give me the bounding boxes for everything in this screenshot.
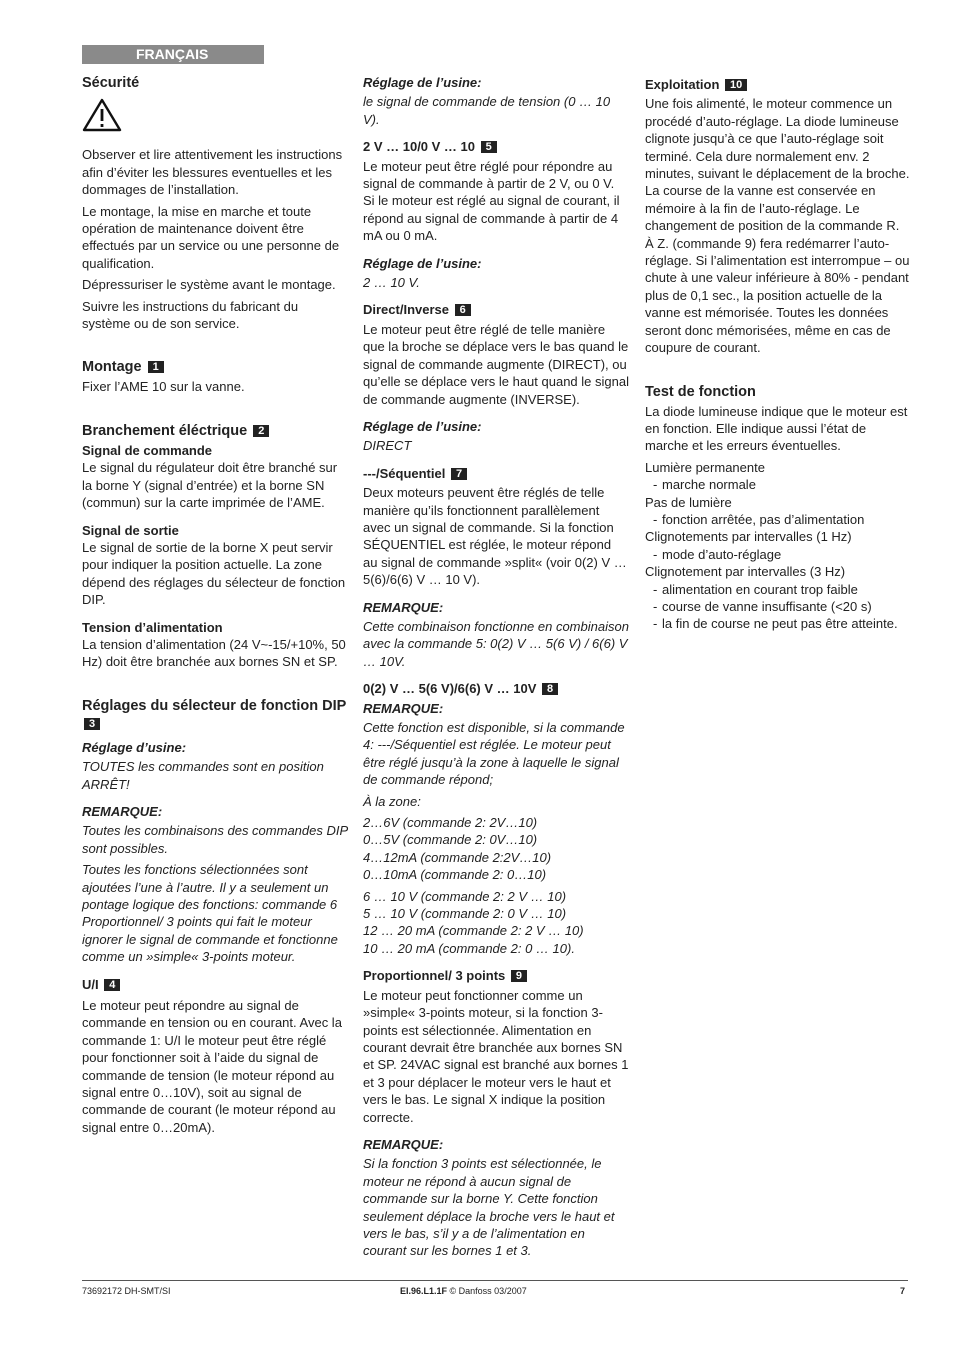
heading-text: Exploitation bbox=[645, 77, 720, 92]
figure-number-badge: 2 bbox=[253, 425, 269, 437]
paragraph: Deux moteurs peuvent être réglés de telle manière qu’ils fonctionnent parallèlement avec un signal de commande. Si la fonction SÉQUENTIEL est réglée, le moteur répond au signal de commande »split« (voir 0(2) V … 5(6)/6(6) V … 10 V). bbox=[363, 485, 627, 588]
paragraph: Le montage, la mise en marche et toute opération de maintenance doivent être effectués par un service ou une personne de qualification. bbox=[82, 203, 340, 271]
section-title-test: Test de fonction bbox=[645, 383, 756, 400]
label-remarque: REMARQUE: bbox=[363, 700, 444, 716]
warning-icon bbox=[82, 98, 348, 136]
label-remarque: REMARQUE: bbox=[363, 1136, 444, 1152]
list-item: - la fin de course ne peut pas être atteinte. bbox=[645, 615, 911, 632]
label-reglage-usine: Réglage de l’usine: bbox=[363, 255, 482, 271]
list-item: 12 … 20 mA (commande 2: 2 V … 10) bbox=[363, 923, 584, 939]
paragraph: TOUTES les commandes sont en position ARRÊT! bbox=[82, 759, 324, 792]
list-item: 0…10mA (commande 2: 0…10) bbox=[363, 867, 547, 883]
paragraph: Toutes les fonctions sélectionnées sont ajoutées l’une à l’autre. Il y a seulement un pontage logique des fonctions: commande 6 Proportionnel/ 3 points qui fait le moteur ignorer le signal de commande et fonctionne comme un »simple« 3-points moteur. bbox=[82, 862, 338, 965]
figure-number-badge: 5 bbox=[481, 141, 497, 153]
section-title-8 bbox=[363, 680, 629, 697]
list-item: - fonction arrêtée, pas d’alimentation bbox=[645, 511, 911, 528]
section-title-5 bbox=[363, 138, 629, 155]
heading-text: Montage bbox=[82, 359, 142, 376]
figure-number-badge: 7 bbox=[451, 468, 467, 480]
list-item: - alimentation en courant trop faible bbox=[645, 581, 911, 598]
list-item: 6 … 10 V (commande 2: 2 V … 10) bbox=[363, 888, 567, 904]
figure-number-badge: 10 bbox=[725, 79, 747, 91]
figure-number-badge: 9 bbox=[511, 970, 527, 982]
heading-text: ---/Séquentiel bbox=[363, 465, 446, 481]
section-title-branchement bbox=[82, 422, 348, 440]
section-title-ui bbox=[82, 976, 348, 993]
paragraph: Si la fonction 3 points est sélectionnée, le moteur ne répond à aucun signal de commande sur la borne Y. Cette fonction seulement déplace la broche vers le haut et vers le bas, s’il y a de l’alimentation en courant sur les bornes 1 et 3. bbox=[363, 1156, 615, 1259]
heading-text: Direct/Inverse bbox=[363, 302, 449, 318]
language-tab bbox=[82, 45, 264, 64]
column-1 bbox=[82, 74, 348, 1140]
paragraph: Fixer l’AME 10 sur la vanne. bbox=[82, 379, 245, 395]
list-item: 5 … 10 V (commande 2: 0 V … 10) bbox=[363, 906, 567, 922]
list-item: Clignotement par intervalles (3 Hz) bbox=[645, 564, 846, 580]
footer-reference bbox=[400, 1286, 527, 1296]
footer-reference-code: EI.96.L1.1F bbox=[400, 1286, 448, 1296]
footer-divider bbox=[82, 1280, 908, 1281]
heading-text: 2 V … 10/0 V … 10 bbox=[363, 139, 476, 155]
heading-text: 0(2) V … 5(6 V)/6(6) V … 10V bbox=[363, 681, 537, 697]
list-item: - mode d’auto-réglage bbox=[645, 546, 911, 563]
label-remarque: REMARQUE: bbox=[82, 803, 163, 819]
paragraph: le signal de commande de tension (0 … 10 V). bbox=[363, 94, 611, 127]
list-item: Clignotements par intervalles (1 Hz) bbox=[645, 529, 852, 545]
paragraph: Le moteur peut être réglé pour répondre au signal de commande à partir de 2 V, ou 0 V. Si le moteur est réglé au signal de courant, il répond au signal de commande à partir de 4 mA ou 0 mA. bbox=[363, 158, 620, 244]
heading-text: Branchement éléctrique bbox=[82, 422, 248, 439]
section-title-reglages bbox=[82, 697, 348, 733]
paragraph: Toutes les combinaisons des commandes DIP sont possibles. bbox=[82, 823, 348, 856]
led-status-list bbox=[645, 459, 911, 633]
column-2 bbox=[363, 74, 629, 1264]
heading-text: Réglages du sélecteur de fonction DIP bbox=[82, 697, 347, 714]
section-title-6 bbox=[363, 301, 629, 318]
paragraph: Le moteur peut fonctionner comme un »simple« 3-points moteur, si la fonction 3-points est sélectionnée. Alimentation en courant devrait être branchée aux bornes SN et SP. 24VAC signal est branché aux bornes 1 et 3 pour déplacer le moteur vers le haut et vers le bas. Le signal X indique la position correcte. bbox=[363, 987, 629, 1125]
paragraph: Dépressuriser le système avant le montage. bbox=[82, 277, 336, 293]
language-label: FRANÇAIS bbox=[136, 46, 209, 62]
list-item: - course de vanne insuffisante (<20 s) bbox=[645, 598, 911, 615]
paragraph: Observer et lire attentivement les instructions afin d’éviter les blessures eventuelles et les dommages de l’installation. bbox=[82, 147, 343, 198]
footer-doc-id: 73692172 DH-SMT/SI bbox=[82, 1286, 171, 1296]
zone-list-1 bbox=[363, 814, 629, 884]
paragraph: Le signal du régulateur doit être branché sur la borne Y (signal d’entrée) et la borne SN (commun) sur la carte imprimée de l’AME. bbox=[82, 460, 338, 511]
list-item: Pas de lumière bbox=[645, 494, 732, 510]
label-reglage-usine: Réglage de l’usine: bbox=[363, 75, 482, 90]
paragraph: DIRECT bbox=[363, 438, 412, 454]
page-number: 7 bbox=[900, 1286, 906, 1296]
list-item: 4…12mA (commande 2:2V…10) bbox=[363, 849, 552, 865]
subheading: Signal de sortie bbox=[82, 522, 179, 538]
figure-number-badge: 1 bbox=[148, 361, 164, 373]
section-title-exploitation bbox=[645, 76, 911, 93]
paragraph: Suivre les instructions du fabricant du système ou de son service. bbox=[82, 298, 299, 332]
subheading: Tension d’alimentation bbox=[82, 619, 223, 635]
paragraph: La tension d’alimentation (24 V~-15/+10%, 50 Hz) doit être branchée aux bornes SN et SP. bbox=[82, 636, 346, 670]
paragraph: Cette fonction est disponible, si la commande 4: ---/Séquentiel est réglée. Le moteur peut être réglé jusqu’à la zone à laquelle le signal de commande répond; bbox=[363, 720, 625, 788]
list-item: 2…6V (commande 2: 2V…10) bbox=[363, 815, 538, 831]
section-title-9 bbox=[363, 967, 629, 984]
figure-number-badge: 8 bbox=[542, 683, 558, 695]
paragraph: Le moteur peut être réglé de telle manière que la broche se déplace vers le bas quand le signal de commande augmente (DIRECT), ou qu’elle se déplace vers le haut quand le signal de commande augmente (INVERSE). bbox=[363, 321, 629, 407]
section-title-7 bbox=[363, 465, 629, 482]
list-item: 10 … 20 mA (commande 2: 0 … 10). bbox=[363, 940, 575, 956]
list-item: 0…5V (commande 2: 0V…10) bbox=[363, 832, 538, 848]
column-3 bbox=[645, 76, 911, 633]
label-reglage-usine: Réglage d’usine: bbox=[82, 739, 187, 755]
paragraph: Le signal de sortie de la borne X peut servir pour indiquer la position actuelle. La zone dépend des réglages du sélecteur de fonction DIP. bbox=[82, 539, 346, 608]
figure-number-badge: 6 bbox=[455, 304, 471, 316]
section-title-securite: Sécurité bbox=[82, 75, 140, 91]
figure-number-badge: 3 bbox=[84, 718, 100, 730]
list-item: - marche normale bbox=[645, 476, 911, 493]
zone-label: À la zone: bbox=[363, 793, 421, 809]
heading-text: Proportionnel/ 3 points bbox=[363, 968, 506, 984]
section-title-montage bbox=[82, 358, 348, 376]
footer-copyright: © Danfoss 03/2007 bbox=[447, 1286, 527, 1296]
paragraph: 2 … 10 V. bbox=[363, 275, 420, 291]
heading-text: U/I bbox=[82, 976, 99, 992]
label-remarque: REMARQUE: bbox=[363, 599, 444, 615]
paragraph: Cette combinaison fonctionne en combinaison avec la commande 5: 0(2) V … 5(6 V) / 6(6) V … 10V. bbox=[363, 618, 629, 669]
subheading: Signal de commande bbox=[82, 442, 213, 458]
paragraph: Le moteur peut répondre au signal de commande en tension ou en courant. Avec la commande 1: U/I le moteur peut être réglé pour fonctionner soit à l’aide du signal de commande de tension (le moteur répond au signal entre 0…10V), soit au signal de commande de courant (le moteur répond au signal entre 0…20mA). bbox=[82, 998, 342, 1135]
paragraph: La diode lumineuse indique que le moteur est en fonction. Elle indique aussi l’état de marche et les erreurs éventuelles. bbox=[645, 403, 908, 454]
list-item: Lumière permanente bbox=[645, 459, 765, 475]
label-reglage-usine: Réglage de l’usine: bbox=[363, 418, 482, 434]
paragraph: Une fois alimenté, le moteur commence un procédé d’auto-réglage. La diode lumineuse clignote jusqu’à ce que l’auto-réglage soit terminé. Cela dure normalement env. 2 minutes, suivant le déplacement de la broche. La course de la vanne est conservée en mémoire à la fin de l’auto-réglage. Le changement de position de la commande R. À Z. (commande 9) fera redémarrer l’auto-réglage. Si l’alimentation est interrompue – ou chute à une valeur inférieure à 80% - pendant plus de 0,1 sec., la position actuelle de la vanne est mémorisée. Toutes les données seront donc mémorisées, même en cas de coupure de courant. bbox=[645, 96, 910, 356]
zone-list-2 bbox=[363, 888, 629, 958]
figure-number-badge: 4 bbox=[104, 979, 120, 991]
